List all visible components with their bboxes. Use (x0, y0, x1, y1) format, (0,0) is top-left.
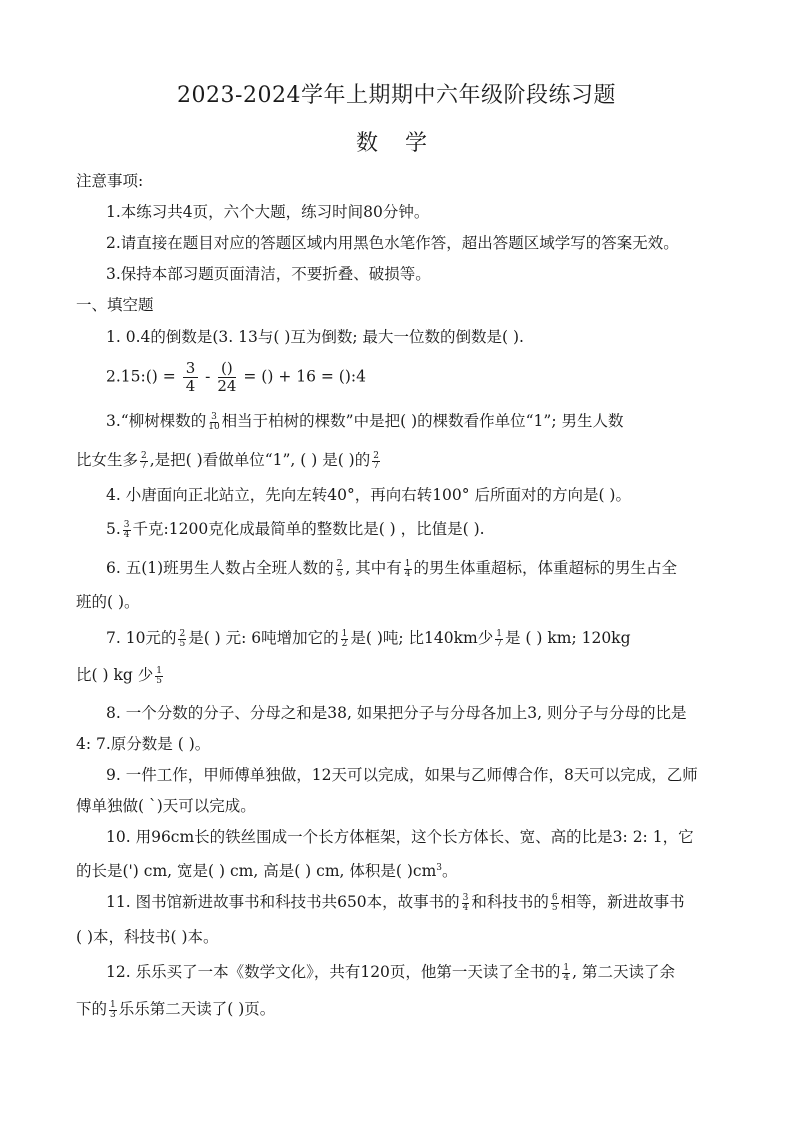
fraction-numerator: 2 (179, 628, 186, 639)
q7-fraction-1 (178, 630, 186, 649)
q6-fraction-2 (404, 560, 412, 579)
q6-text-b: , 其中有 (345, 559, 402, 577)
question-4: 4. 小唐面向正北站立，先向左转40°，再向右转100° 后所面对的方向是( )。 (106, 486, 631, 504)
question-3-line-2 (76, 449, 382, 471)
q5-fraction (123, 521, 131, 540)
q12-text-a: 12. 乐乐买了一本《数学文化》，共有120页，他第一天读了全书的 (106, 963, 561, 981)
q3-fraction-3 (372, 452, 380, 471)
fraction-numerator: 1 (341, 628, 348, 639)
question-9-line-1: 9. 一件工作，甲师傅单独做，12天可以完成，如果与乙师傅合作，8天可以完成，乙师 (106, 766, 698, 784)
q6-fraction-1 (336, 560, 344, 579)
fraction-denominator: 5 (336, 568, 343, 579)
fraction-denominator: 5 (156, 675, 162, 686)
question-11-line-2: ( )本，科技书( )本。 (76, 928, 219, 946)
fraction-denominator: 5 (179, 638, 186, 649)
question-7-line-1 (106, 627, 631, 649)
fraction-numerator: () (218, 360, 236, 378)
q11-fraction-1 (462, 894, 470, 913)
fraction-numerator: 3 (462, 892, 469, 903)
q7-text-d: 是 ( ) km; 120kg (504, 629, 631, 647)
fraction-numerator: 3 (123, 519, 130, 530)
fraction-denominator: 5 (551, 902, 558, 913)
q7-text-c: 是( )吨; 比140km少 (350, 629, 494, 647)
fraction-denominator: 10 (208, 421, 220, 432)
fraction-denominator: 7 (141, 460, 147, 471)
question-6-line-2: 班的( )。 (76, 593, 140, 611)
fraction-denominator: 4 (185, 377, 196, 395)
fraction-numerator: 3 (183, 360, 199, 378)
fraction-denominator: 4 (404, 568, 411, 579)
q12-text-d: 乐乐第二天读了( )页。 (118, 1000, 276, 1018)
q3-fraction-1 (208, 413, 219, 432)
fraction-numerator: 6 (551, 892, 558, 903)
question-1: 1. 0.4的倒数是(3. 13与( )互为倒数; 最大一位数的倒数是( ). (106, 328, 524, 346)
q12-fraction-1 (562, 964, 570, 983)
note-item-3: 3.保持本部习题页面清洁，不要折叠、破损等。 (106, 265, 431, 283)
q6-text-a: 6. 五(1)班男生人数占全班人数的 (106, 559, 334, 577)
fraction-numerator: 1 (110, 999, 116, 1010)
q2-fraction-2 (217, 360, 236, 395)
fraction-denominator: 3 (110, 1009, 116, 1020)
fraction-denominator: 4 (563, 972, 570, 983)
fraction-numerator: 1 (496, 628, 502, 639)
q2-text-a: 2.15:() = (106, 367, 176, 386)
note-item-1: 1.本练习共4页，六个大题，练习时间80分钟。 (106, 203, 430, 221)
fraction-numerator: 2 (373, 450, 379, 461)
q11-text-b: 和科技书的 (471, 893, 549, 911)
q2-text-b: = () + 16 = ():4 (243, 367, 366, 386)
q12-text-c: 下的 (76, 1000, 108, 1018)
fraction-numerator: 2 (336, 558, 343, 569)
question-11-line-1 (106, 891, 685, 913)
fraction-denominator: 2 (341, 638, 348, 649)
q5-text-b: 千克:1200克化成最简单的整数比是( ) ，比值是( ). (132, 520, 485, 538)
subject-title: 数 学 (356, 131, 437, 156)
notes-heading: 注意事项: (76, 172, 144, 190)
note-item-2: 2.请直接在题目对应的答题区域内用黑色水笔作答，超出答题区域学写的答案无效。 (106, 234, 679, 252)
fraction-denominator: 4 (462, 902, 469, 913)
q7-fraction-3 (495, 630, 503, 649)
fraction-denominator: 7 (496, 638, 502, 649)
fraction-numerator: 1 (404, 558, 411, 569)
question-10-line-1: 10. 用96cm长的铁丝围成一个长方体框架，这个长方体长、宽、高的比是3: 2: 1，它 (106, 828, 694, 846)
q6-text-c: 的男生体重超标，体重超标的男生占全 (413, 559, 678, 577)
question-12-line-2 (76, 998, 275, 1020)
q12-fraction-2 (109, 1001, 117, 1020)
fraction-denominator: 7 (373, 460, 379, 471)
question-6-line-1 (106, 557, 677, 579)
q7-text-a: 7. 10元的 (106, 629, 177, 647)
fraction-denominator: 24 (217, 377, 237, 395)
exam-title: 2023-2024学年上期期中六年级阶段练习题 (177, 83, 616, 108)
fraction-numerator: 1 (563, 962, 570, 973)
q11-fraction-2 (551, 894, 559, 913)
q3-text-d: ,是把( )看做单位“1”, ( ) 是( )的 (149, 451, 371, 469)
q3-fraction-2 (140, 452, 148, 471)
q11-text-a: 11. 图书馆新进故事书和科技书共650本，故事书的 (106, 893, 460, 911)
question-3-line-1 (106, 410, 623, 432)
fraction-denominator: 4 (123, 529, 130, 540)
question-8-line-1: 8. 一个分数的分子、分母之和是38, 如果把分子与分母各加上3, 则分子与分母的比是 (106, 704, 687, 722)
q11-text-c: 相等，新进故事书 (560, 893, 685, 911)
q3-text-b: 相当于柏树的棵数”中是把( )的棵数看作单位“1”; 男生人数 (221, 412, 624, 430)
cubic-superscript: 3 (436, 863, 443, 873)
q7-text-e: 比( ) kg 少 (76, 666, 154, 684)
q10-text-b: 的长是(') cm, 宽是( ) cm, 高是( ) cm, 体积是( )cm (76, 862, 437, 881)
q7-fraction-4 (155, 667, 163, 686)
question-2 (106, 360, 366, 395)
q3-text-c: 比女生多 (76, 451, 139, 469)
question-10-line-2 (76, 857, 458, 882)
fraction-numerator: 1 (156, 665, 162, 676)
q3-text-a: 3.“柳树棵数的 (106, 412, 207, 430)
fraction-numerator: 3 (211, 411, 217, 422)
q12-text-b: , 第二天读了余 (572, 963, 676, 981)
question-9-line-2: 傅单独做( `)天可以完成。 (76, 797, 256, 815)
question-5 (106, 518, 485, 540)
q2-dash: - (205, 367, 211, 386)
q2-fraction-1 (183, 360, 199, 395)
question-12-line-1 (106, 961, 675, 983)
question-7-line-2 (76, 664, 165, 686)
fraction-numerator: 2 (141, 450, 147, 461)
q7-text-b: 是( ) 元: 6吨增加它的 (188, 629, 339, 647)
q5-text-a: 5. (106, 520, 121, 538)
q10-text-c: 。 (442, 862, 458, 881)
q7-fraction-2 (341, 630, 349, 649)
section-heading: 一、填空题 (76, 296, 154, 314)
question-8-line-2: 4: 7.原分数是 ( )。 (76, 735, 211, 753)
